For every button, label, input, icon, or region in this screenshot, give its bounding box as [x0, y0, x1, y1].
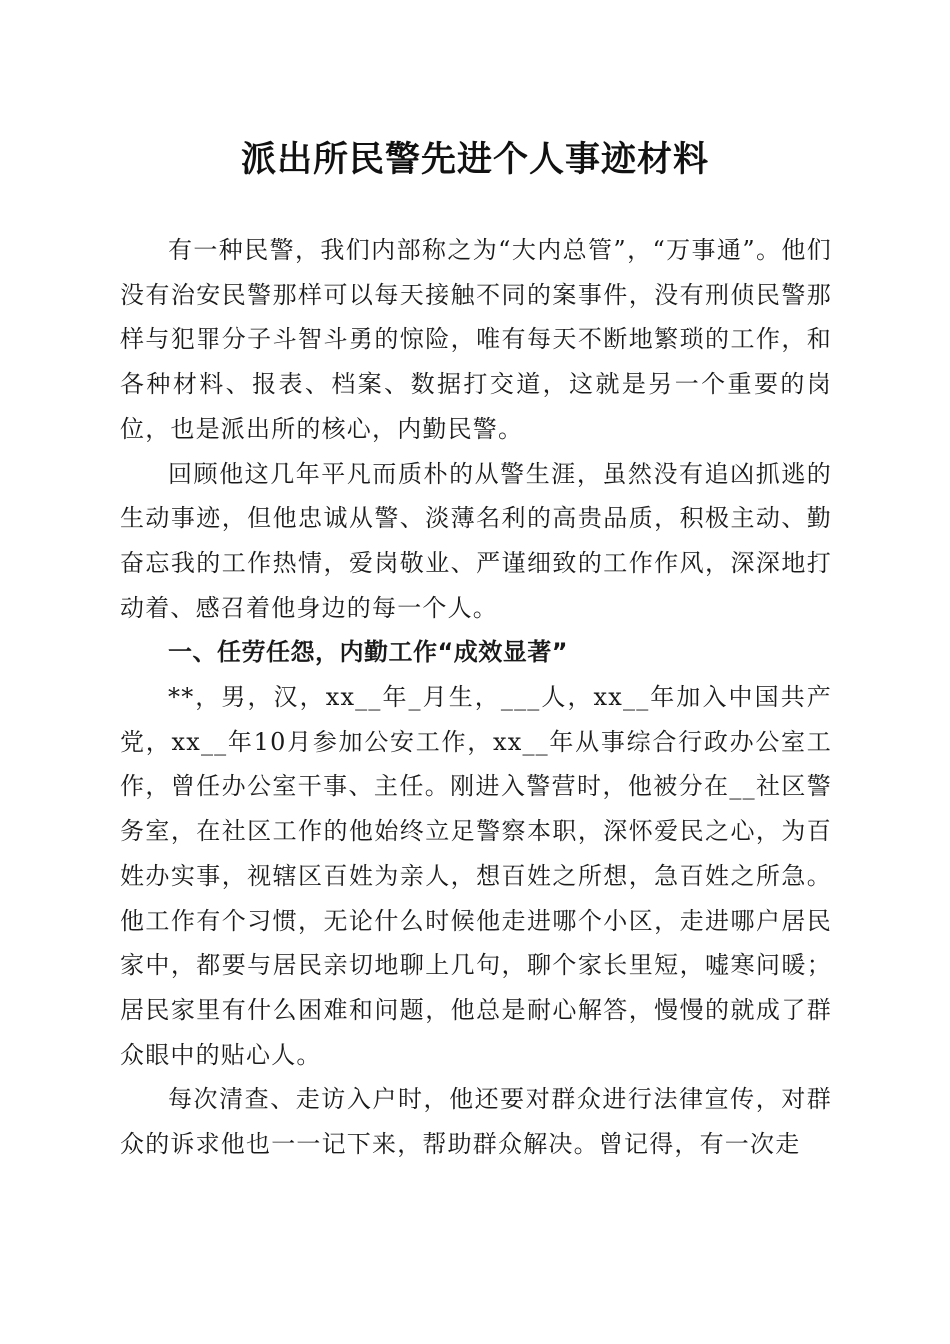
paragraph-review: 回顾他这几年平凡而质朴的从警生涯，虽然没有追凶抓逃的生动事迹，但他忠诚从警、淡薄名利的高贵品质，积极主动、勤奋忘我的工作热情，爱岗敬业、严谨细致的工作作风，深深地打动着、感召着他身边的每一个人。 — [120, 459, 832, 622]
paragraph-visits: 每次清查、走访入户时，他还要对群众进行法律宣传，对群众的诉求他也一一记下来，帮助群众解决。曾记得，有一次走 — [120, 1085, 832, 1159]
section-heading-1: 一、任劳任怨，内勤工作“成效显著” — [168, 638, 569, 667]
paragraph-intro: 有一种民警，我们内部称之为“大内总管”，“万事通”。他们没有治安民警那样可以每天接触不同的案事件，没有刑侦民警那样与犯罪分子斗智斗勇的惊险，唯有每天不断地繁琐的工作，和各种材料、报表、档案、数据打交道，这就是另一个重要的岗位，也是派出所的核心，内勤民警。 — [120, 236, 832, 443]
paragraph-profile: **，男，汉，xx__年_月生，___人，xx__年加入中国共产党，xx__年10月参加公安工作，xx__年从事综合行政办公室工作，曾任办公室干事、主任。刚进入警营时，他被分在__社区警务室，在社区工作的他始终立足警察本职，深怀爱民之心，为百姓办实事，视辖区百姓为亲人，想百姓之所想，急百姓之所急。他工作有个习惯，无论什么时候他走进哪个小区，走进哪户居民家中，都要与居民亲切地聊上几句，聊个家长里短，嘘寒问暖；居民家里有什么困难和问题，他总是耐心解答，慢慢的就成了群众眼中的贴心人。 — [120, 683, 832, 1069]
document-body — [120, 228, 832, 1167]
document-title: 派出所民警先进个人事迹材料 — [240, 139, 709, 180]
